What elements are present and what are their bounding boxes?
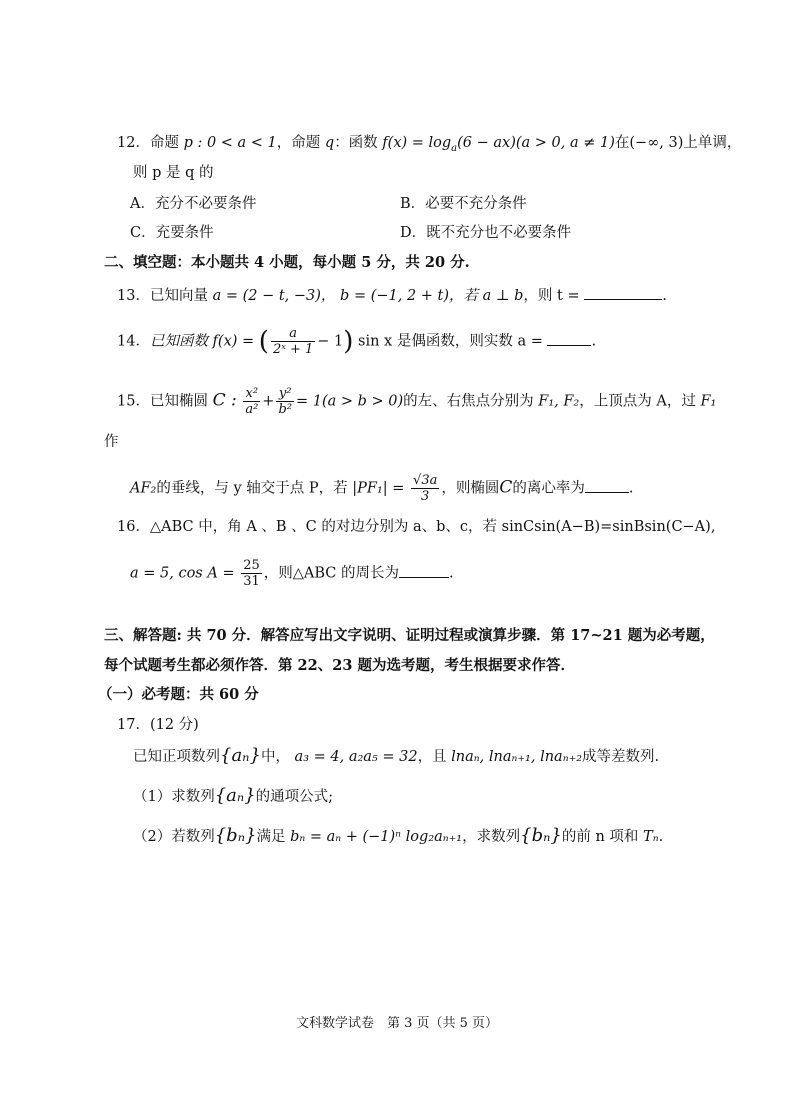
- q12-line1: [117, 133, 741, 159]
- q17-text-3: ，且: [417, 749, 447, 765]
- q17-text-2: 中，: [260, 749, 290, 765]
- q12-option-d: D．既不充分也不必要条件: [400, 225, 572, 241]
- q16-line2: [130, 558, 454, 589]
- q15-fpf-den: 3: [421, 489, 430, 504]
- q12-number: 12．: [117, 135, 150, 151]
- q16-ask: ，则△ABC 的周长为: [263, 565, 400, 582]
- section-2-title: 二、填空题：本小题共 4 小题，每小题 5 分，共 20 分.: [104, 254, 470, 271]
- q17-p2-sequence-b-2: {bₙ}: [520, 825, 562, 846]
- q13-vector-a: a: [212, 288, 222, 304]
- q16-stem: △ABC 中，角 A 、B 、C 的对边分别为 a、b、c，若 sinCsin(A−B)=sinBsin(C−A),: [149, 519, 716, 535]
- q13-answer-blank[interactable]: [584, 285, 662, 300]
- q17-p2-text-2: 满足: [256, 829, 286, 845]
- q12-proposition-q: q: [324, 135, 335, 151]
- page-footer: 文科数学试卷 第 3 页（共 5 页）: [295, 1016, 499, 1031]
- q15-line1: [117, 386, 716, 417]
- q13-vector-b-value: = (−1, 2 + t)，若: [353, 288, 479, 304]
- q12-range: 在(−∞, 3)上单调，: [614, 135, 742, 151]
- q15-abs-pf1: |PF₁| =: [352, 480, 405, 497]
- q15-plus: +: [262, 393, 275, 410]
- section-3-line1: 三、解答题: 共 70 分．解答应写出文字说明、证明过程或演算步骤．第 17~21 题为必考题，: [104, 627, 715, 644]
- q15-text-1: 已知椭圆: [149, 393, 208, 410]
- q15-fx-num: x²: [243, 386, 260, 402]
- q14-frac-den: 2ˣ + 1: [272, 342, 314, 357]
- q17-sequence-a: {aₙ}: [220, 745, 261, 766]
- q16-given: a = 5, cos A =: [130, 565, 235, 582]
- q17-p1-text-1: （1）求数列: [133, 789, 215, 805]
- section-3-subtitle: （一）必考题：共 60 分: [98, 686, 259, 703]
- q16-answer-blank[interactable]: [399, 563, 449, 578]
- q17-p2-text-1: （2）若数列: [133, 829, 215, 845]
- q12-mid: ，命题: [276, 135, 321, 151]
- q16-fraction: [241, 558, 262, 589]
- q16-number: 16．: [117, 519, 150, 535]
- q14-frac-num: a: [271, 326, 315, 342]
- q17-text-1: 已知正项数列: [133, 749, 220, 765]
- q15-fraction-y: [276, 386, 294, 417]
- q13-end: .: [662, 288, 667, 304]
- q14-line: [117, 326, 596, 357]
- q15-line-af2: AF₂: [130, 480, 157, 497]
- q15-text-2: 的左、右焦点分别为: [403, 393, 534, 410]
- q15-ellipse-name-2: C: [499, 477, 513, 498]
- q15-answer-blank[interactable]: [585, 478, 629, 493]
- q15-text-4: 的垂线，与 y 轴交于点 P，若: [156, 480, 348, 497]
- section-3-line2: 每个试题考生都必须作答．第 22、23 题为选考题，考生根据要求作答．: [104, 657, 575, 674]
- q14-left-paren: (: [258, 326, 269, 357]
- q12-prefix: 命题: [149, 135, 179, 151]
- q15-text-6: 的离心率为: [512, 480, 585, 497]
- q15-line2: 作: [104, 434, 119, 450]
- q15-number: 15．: [117, 393, 150, 410]
- q17-p2-text-4: 的前 n 项和: [561, 829, 639, 845]
- q15-focus-f1: F₁: [700, 393, 717, 410]
- q15-ellipse-name: C :: [212, 390, 237, 411]
- q13-condition: a ⊥ b: [482, 288, 524, 304]
- q17-p2-end: .: [658, 829, 664, 845]
- q13-number: 13．: [117, 288, 150, 304]
- q12-proposition-p: p : 0 < a < 1: [183, 135, 277, 151]
- q14-number: 14．: [117, 333, 150, 350]
- q12-option-a: A．充分不必要条件: [130, 196, 257, 212]
- q17-p1-text-2: 的通项公式;: [255, 789, 334, 805]
- q17-part1: [133, 786, 333, 807]
- q17-p2-sum: Tₙ: [643, 829, 659, 845]
- q14-minus-one: − 1: [317, 333, 344, 350]
- q14-end: .: [591, 333, 597, 350]
- q17-header: 17．(12 分): [117, 717, 199, 733]
- q15-fy-den: b²: [278, 402, 292, 417]
- q13-text-1: 已知向量: [149, 288, 208, 304]
- q17-logs: lnaₙ, lnaₙ₊₁, lnaₙ₊₂: [451, 749, 583, 765]
- q15-foci: F₁, F₂: [538, 393, 580, 410]
- q14-text-2: sin x 是偶函数，则实数 a =: [358, 333, 543, 350]
- q14-right-paren: ): [343, 326, 354, 357]
- q14-text-1: 已知函数 f(x) =: [149, 333, 255, 350]
- q13-vector-b: b: [340, 288, 350, 304]
- q14-answer-blank[interactable]: [547, 331, 591, 346]
- q15-fy-num: y²: [276, 386, 294, 402]
- q15-text-3: ，上顶点为 A，过: [579, 393, 696, 410]
- q12-option-c: C．充要条件: [130, 225, 214, 241]
- q16-line1: [117, 517, 715, 537]
- q12-function-args: (6 − ax)(a > 0, a ≠ 1): [457, 135, 615, 151]
- q13-line: [117, 285, 667, 306]
- q15-fx-den: a²: [245, 402, 259, 417]
- q17-p2-text-3: ，求数列: [462, 829, 521, 845]
- q12-log-base: a: [451, 142, 458, 154]
- q15-line3: [130, 473, 633, 504]
- q13-ask: ，则 t =: [523, 288, 580, 304]
- q12-colon: ：函数: [334, 135, 378, 151]
- q17-given: a₃ = 4, a₂a₅ = 32: [294, 749, 418, 765]
- q15-fraction-pf: [411, 473, 439, 504]
- q17-part2: [133, 826, 663, 847]
- q16-frac-den: 31: [243, 574, 260, 589]
- q17-p2-formula: bₙ = aₙ + (−1)ⁿ log₂aₙ₊₁: [290, 829, 463, 845]
- q12-option-b: B．必要不充分条件: [400, 196, 527, 212]
- q12-function: f(x) = log: [382, 135, 452, 151]
- q15-text-5: ，则椭圆: [441, 480, 500, 497]
- q16-frac-num: 25: [243, 558, 260, 573]
- q17-p2-sequence-b: {bₙ}: [214, 825, 257, 846]
- q17-stem: [133, 746, 659, 767]
- q14-fraction: [271, 326, 315, 357]
- q13-vector-a-value: = (2 − t, −3)，: [225, 288, 336, 304]
- q17-p1-sequence: {aₙ}: [214, 785, 256, 806]
- q12-line2: 则 p 是 q 的: [133, 165, 214, 181]
- q15-equation-rhs: = 1(a > b > 0): [295, 393, 404, 410]
- q15-fpf-num: √3a: [413, 473, 438, 488]
- q15-end: .: [628, 480, 634, 497]
- q17-text-4: 成等差数列.: [582, 749, 660, 765]
- q16-end: .: [449, 565, 454, 582]
- q15-fraction-x: [243, 386, 260, 417]
